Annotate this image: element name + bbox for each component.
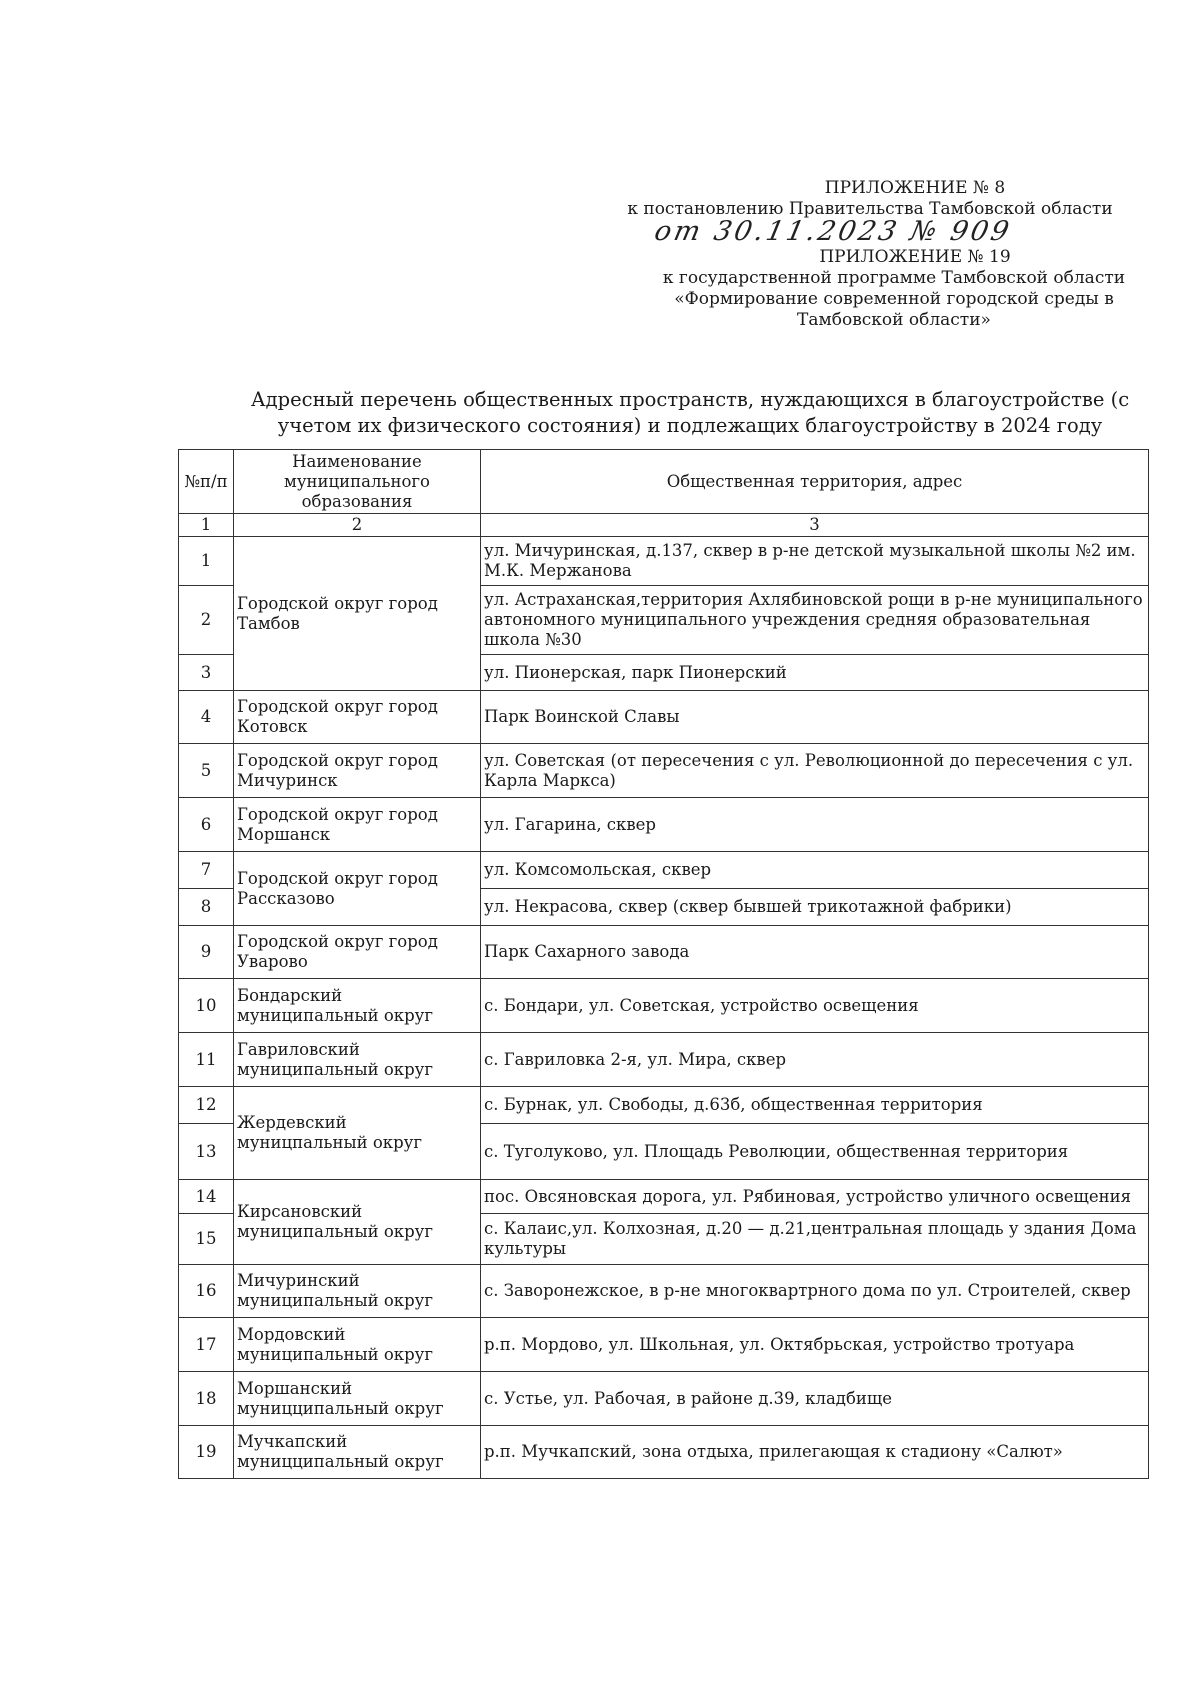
table-row (179, 1426, 1149, 1479)
title-line-2: учетом их физического состояния) и подлежащих благоустройству в 2024 году (277, 414, 1103, 437)
program-reference: к государственной программе Тамбовской области (662, 268, 1126, 288)
handwritten-date-number: от 30.11.2023 № 909 (651, 216, 1015, 247)
address-cell: р.п. Мучкапский, зона отдыха, прилегающая к стадиону «Салют» (481, 1426, 1149, 1479)
table-row (179, 691, 1149, 744)
col-header-address: Общественная территория, адрес (481, 450, 1149, 514)
address-cell: ул. Пионерская, парк Пионерский (481, 655, 1149, 691)
address-cell: с. Туголуково, ул. Площадь Революции, общественная территория (481, 1124, 1149, 1180)
row-number: 4 (179, 691, 234, 744)
row-number: 15 (179, 1214, 234, 1265)
row-number: 6 (179, 798, 234, 852)
row-number: 12 (179, 1087, 234, 1124)
header-row (179, 450, 1149, 514)
municipality-cell: Бондарский муниципальный округ (234, 979, 481, 1033)
address-cell: ул. Комсомольская, сквер (481, 852, 1149, 889)
table-row (179, 744, 1149, 798)
table-row (179, 1180, 1149, 1214)
municipality-cell: Гавриловский муниципальный округ (234, 1033, 481, 1087)
address-cell: с. Заворонежское, в р-не многоквартрного дома по ул. Строителей, сквер (481, 1265, 1149, 1318)
table-row (179, 1265, 1149, 1318)
table-row (179, 798, 1149, 852)
address-cell: с. Бондари, ул. Советская, устройство освещения (481, 979, 1149, 1033)
municipality-cell: Городской округ город Моршанск (234, 798, 481, 852)
address-cell: с. Калаис,ул. Колхозная, д.20 — д.21,центральная площадь у здания Дома культуры (481, 1214, 1149, 1265)
address-cell: ул. Гагарина, сквер (481, 798, 1149, 852)
address-cell: ул. Астраханская,территория Ахлябиновской рощи в р-не муниципального автономного муниципального учреждения средняя образовательная школа №30 (481, 586, 1149, 655)
address-cell: ул. Некрасова, сквер (сквер бывшей трикотажной фабрики) (481, 889, 1149, 926)
address-cell: ул. Мичуринская, д.137, сквер в р-не детской музыкальной школы №2 им. М.К. Мержанова (481, 537, 1149, 586)
row-number: 3 (179, 655, 234, 691)
address-cell: с. Бурнак, ул. Свободы, д.63б, общественная территория (481, 1087, 1149, 1124)
address-table (178, 449, 1149, 1479)
address-cell: пос. Овсяновская дорога, ул. Рябиновая, устройство уличного освещения (481, 1180, 1149, 1214)
program-header (600, 247, 1140, 331)
col-number-2: 2 (234, 514, 481, 537)
municipality-cell: Жердевский муницпальный округ (234, 1087, 481, 1180)
row-number: 11 (179, 1033, 234, 1087)
municipality-cell: Городской округ город Тамбов (234, 537, 481, 691)
address-cell: с. Гавриловка 2-я, ул. Мира, сквер (481, 1033, 1149, 1087)
row-number: 8 (179, 889, 234, 926)
table-row (179, 852, 1149, 889)
address-cell: Парк Сахарного завода (481, 926, 1149, 979)
row-number: 10 (179, 979, 234, 1033)
municipality-cell: Кирсановский муниципальный округ (234, 1180, 481, 1265)
table-row (179, 979, 1149, 1033)
address-cell: с. Устье, ул. Рабочая, в районе д.39, кладбище (481, 1372, 1149, 1426)
row-number: 13 (179, 1124, 234, 1180)
address-cell: р.п. Мордово, ул. Школьная, ул. Октябрьская, устройство тротуара (481, 1318, 1149, 1372)
row-number: 7 (179, 852, 234, 889)
address-cell: ул. Советская (от пересечения с ул. Революционной до пересечения с ул. Карла Маркса) (481, 744, 1149, 798)
municipality-cell: Мучкапский муницципальный округ (234, 1426, 481, 1479)
row-number: 19 (179, 1426, 234, 1479)
appendix-header (600, 178, 1140, 220)
row-number: 9 (179, 926, 234, 979)
table-row (179, 1033, 1149, 1087)
col-header-municipality: Наименование муниципального образования (234, 450, 481, 514)
col-number-1: 1 (179, 514, 234, 537)
document-title (240, 387, 1140, 439)
row-number: 14 (179, 1180, 234, 1214)
appendix-19-label: ПРИЛОЖЕНИЕ № 19 (819, 247, 1011, 267)
table-row (179, 926, 1149, 979)
municipality-cell: Мордовский муниципальный округ (234, 1318, 481, 1372)
municipality-cell: Городской округ город Уварово (234, 926, 481, 979)
col-header-number: №п/п (179, 450, 234, 514)
table-row (179, 1087, 1149, 1124)
municipality-cell: Мичуринский муниципальный округ (234, 1265, 481, 1318)
appendix-8-label: ПРИЛОЖЕНИЕ № 8 (824, 178, 1006, 198)
decree-reference: к постановлению Правительства Тамбовской области (627, 199, 1113, 219)
row-number: 16 (179, 1265, 234, 1318)
municipality-cell: Моршанский муницципальный округ (234, 1372, 481, 1426)
row-number: 17 (179, 1318, 234, 1372)
address-cell: Парк Воинской Славы (481, 691, 1149, 744)
table-row (179, 537, 1149, 586)
table-row (179, 1318, 1149, 1372)
row-number: 1 (179, 537, 234, 586)
program-name-line-2: Тамбовской области» (797, 310, 991, 330)
row-number: 5 (179, 744, 234, 798)
program-name-line-1: «Формирование современной городской среды в (674, 289, 1114, 309)
table-row (179, 1372, 1149, 1426)
municipality-cell: Городской округ город Котовск (234, 691, 481, 744)
municipality-cell: Городской округ город Рассказово (234, 852, 481, 926)
col-number-3: 3 (481, 514, 1149, 537)
row-number: 18 (179, 1372, 234, 1426)
municipality-cell: Городской округ город Мичуринск (234, 744, 481, 798)
row-number: 2 (179, 586, 234, 655)
title-line-1: Адресный перечень общественных пространств, нуждающихся в благоустройстве (с (250, 388, 1130, 411)
column-number-row (179, 514, 1149, 537)
